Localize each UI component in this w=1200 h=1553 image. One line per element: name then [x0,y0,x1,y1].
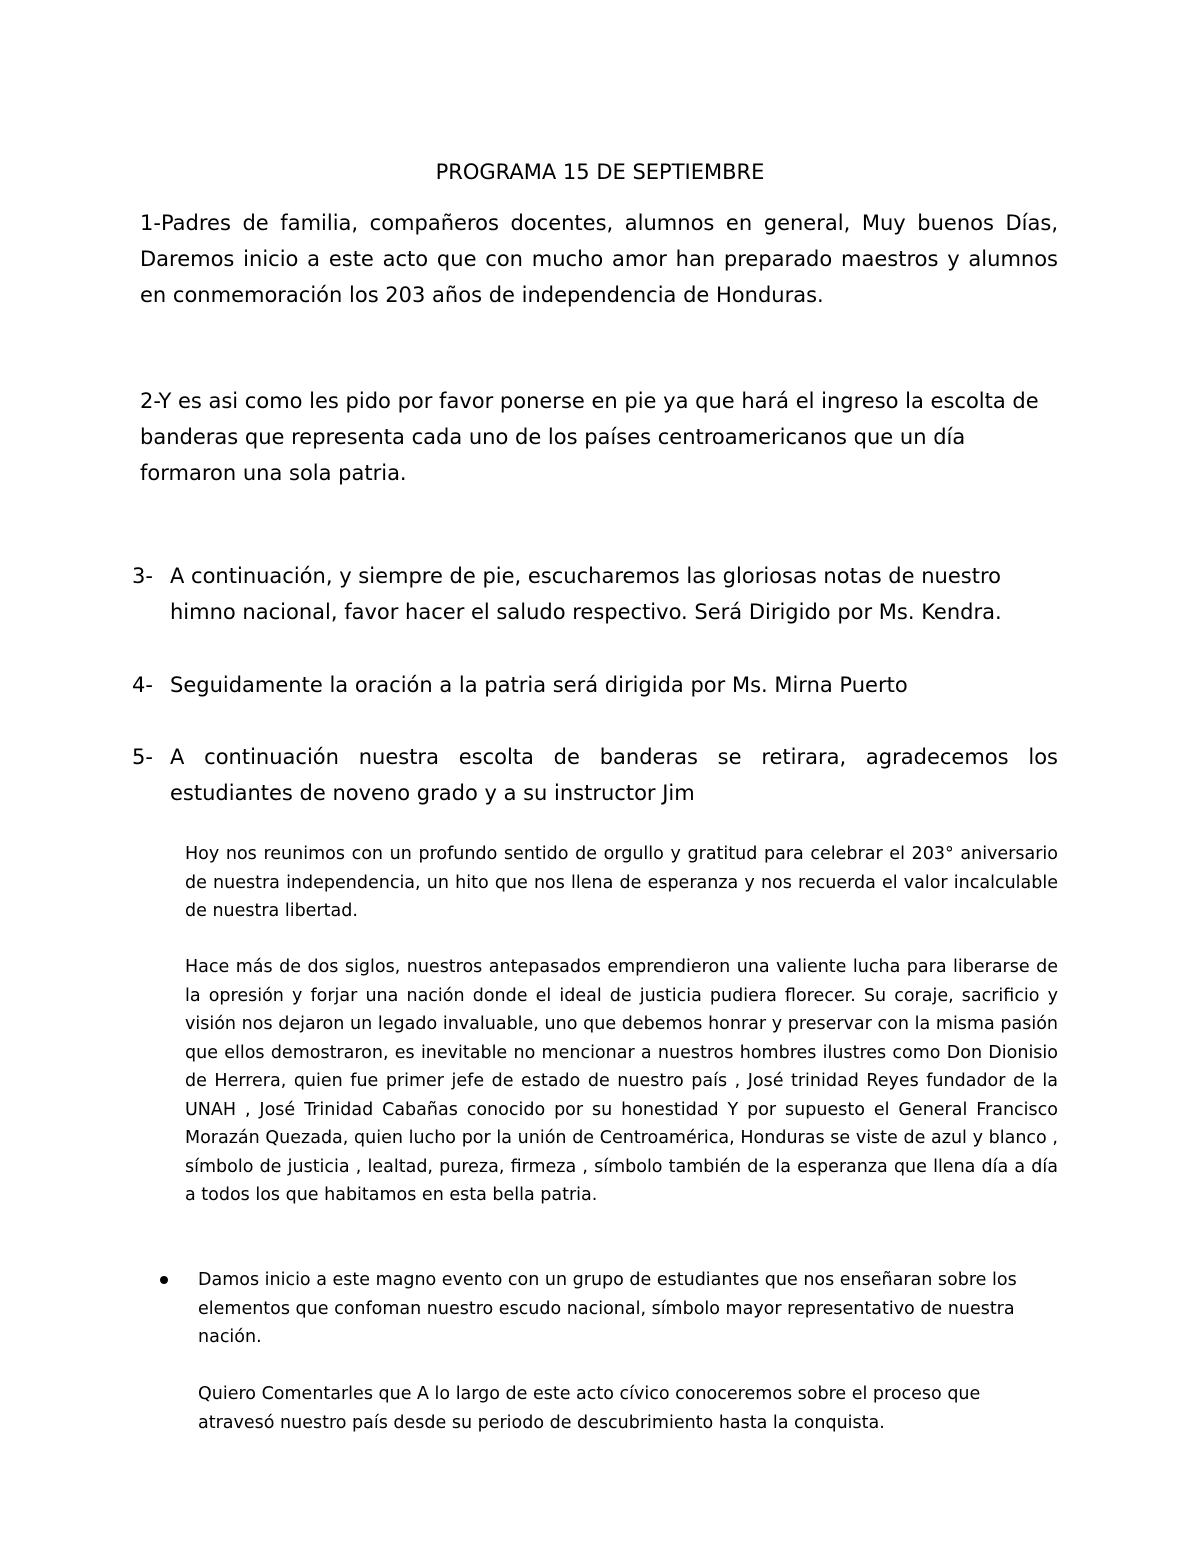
bullet-item-text: Damos inicio a este magno evento con un grupo de estudiantes que nos enseñaran sobre los elementos que confoman nuestro escudo nacional, símbolo mayor representativo de nuestra nación. [198,1270,1017,1347]
paragraph-welcome: 1-Padres de familia, compañeros docentes, alumnos en general, Muy buenos Días, Daremos inicio a este acto que con mucho amor han preparado maestros y alumnos en conmemoración los 203 años de independencia de Honduras. [140,211,1058,307]
list-item-text: Seguidamente la oración a la patria será dirigida por Ms. Mirna Puerto [170,673,908,697]
list-item-text: A continuación, y siempre de pie, escucharemos las gloriosas notas de nuestro himno nacional, favor hacer el saludo respectivo. Será Dirigido por Ms. Kendra. [170,564,1002,624]
list-item-number: 3- [132,564,153,588]
speech-paragraph-history: Hace más de dos siglos, nuestros antepasados emprendieron una valiente lucha para liberarse de la opresión y forjar una nación donde el ideal de justicia pudiera florecer. Su coraje, sacrificio y visión nos dejaron un legado invaluable, uno que debemos honrar y preservar con la misma pasión que ellos demostraron, es inevitable no mencionar a nuestros hombres ilustres como Don Dionisio de Herrera, quien fue primer jefe de estado de nuestro país , José trinidad Reyes fundador de la UNAH , José Trinidad Cabañas conocido por su honestidad Y por supuesto el General Francisco Morazán Quezada, quien lucho por la unión de Centroamérica, Honduras se viste de azul y blanco , símbolo de justicia , lealtad, pureza, firmeza , símbolo también de la esperanza que llena día a día a todos los que habitamos en esta bella patria. [185,957,1058,1205]
speech-paragraph-intro: Hoy nos reunimos con un profundo sentido de orgullo y gratitud para celebrar el 203° aniversario de nuestra independencia, un hito que nos llena de esperanza y nos recuerda el valor incalculable de nuestra libertad. [185,844,1058,921]
list-item-escort-retire [132,739,1058,811]
bullet-icon [160,1276,168,1284]
bullet-item-shield [160,1266,1060,1352]
list-item-number: 5- [132,745,153,769]
list-item-text: A continuación nuestra escolta de banderas se retirara, agradecemos los estudiantes de noveno grado y a su instructor Jim [170,745,1058,805]
list-item-prayer [132,667,1058,703]
list-item-number: 4- [132,673,153,697]
paragraph-flag-escort: 2-Y es asi como les pido por favor ponerse en pie ya que hará el ingreso la escolta de banderas que representa cada uno de los países centroamericanos que un día formaron una sola patria. [140,389,1039,485]
list-item-anthem [132,558,1058,630]
document-title: PROGRAMA 15 DE SEPTIEMBRE [435,160,765,184]
closing-paragraph: Quiero Comentarles que A lo largo de este acto cívico conoceremos sobre el proceso que atravesó nuestro país desde su periodo de descubrimiento hasta la conquista. [198,1384,981,1433]
